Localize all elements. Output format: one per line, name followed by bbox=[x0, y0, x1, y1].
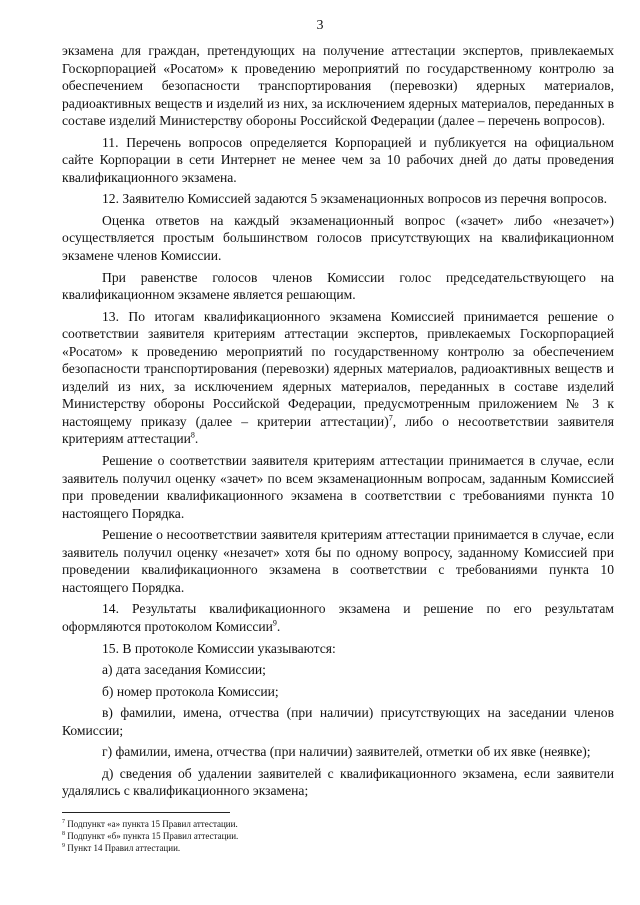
document-body bbox=[62, 42, 614, 804]
footnote-text-9: Пункт 14 Правил аттестации. bbox=[65, 843, 181, 853]
footnote-8 bbox=[62, 830, 614, 842]
paragraph-item-14 bbox=[62, 600, 614, 635]
paragraph-item-14-text-2: . bbox=[276, 618, 281, 634]
footnote-text-8: Подпункт «б» пункта 15 Правил аттестации. bbox=[65, 831, 239, 841]
footnote-mark-7: 7 bbox=[62, 819, 65, 825]
footnote-9 bbox=[62, 842, 614, 854]
paragraph-answer-evaluation: Оценка ответов на каждый экзаменационный вопрос («зачет» либо «незачет») осуществляется простым большинством голосов присутствующих на квалификационном экзамене членов Комиссии. bbox=[62, 212, 614, 264]
paragraph-item-13-text-3: . bbox=[194, 431, 199, 447]
paragraph-item-13 bbox=[62, 308, 614, 448]
paragraph-item-13-text-2: , либо о несоответствии заявителя критериям аттестации bbox=[62, 413, 614, 447]
paragraph-item-14-text: 14. Результаты квалификационного экзамена и решение по его результатам оформляются протоколом Комиссии bbox=[62, 601, 614, 634]
footnote-divider bbox=[62, 812, 230, 813]
footnote-mark-8: 8 bbox=[62, 831, 65, 837]
list-item-v: в) фамилии, имена, отчества (при наличии) присутствующих на заседании членов Комиссии; bbox=[62, 705, 614, 738]
paragraph-item-15: 15. В протоколе Комиссии указываются: bbox=[102, 640, 336, 656]
paragraph-tie-vote: При равенстве голосов членов Комиссии голос председательствующего на квалификационном экзамене является решающим. bbox=[62, 269, 614, 303]
list-item-b: б) номер протокола Комиссии; bbox=[102, 683, 279, 699]
footnote-text-7: Подпункт «а» пункта 15 Правил аттестации. bbox=[65, 819, 238, 829]
list-item-a: а) дата заседания Комиссии; bbox=[102, 662, 266, 678]
paragraph-negative-decision: Решение о несоответствии заявителя критериям аттестации принимается в случае, если заявитель получил оценку «незачет» хотя бы по одному вопросу, заданному Комиссией при проведении квалификационного экзамена в соответствии с требованиями пункта 10 настоящего Порядка. bbox=[62, 527, 614, 595]
list-item-d: д) сведения об удалении заявителей с квалификационного экзамена, если заявители удалялись с квалификационного экзамена; bbox=[62, 765, 614, 799]
paragraph-continuation: экзамена для граждан, претендующих на получение аттестации экспертов, привлекаемых Госкорпорацией «Росатом» к проведению мероприятий по государственному контролю за обеспечением безопасности транспортирования (перевозки) ядерных материалов, радиоактивных веществ и изделий из них, за исключением ядерных материалов, переданных в составе изделий Министерству обороны Российской Федерации (далее – перечень вопросов). bbox=[62, 43, 614, 129]
paragraph-positive-decision: Решение о соответствии заявителя критериям аттестации принимается в случае, если заявитель получил оценку «зачет» по всем экзаменационным вопросам, заданным Комиссией при проведении квалификационного экзамена в соответствии с требованиями пункта 10 настоящего Порядка. bbox=[62, 453, 614, 521]
footnote-ref-7: 7 bbox=[388, 413, 393, 423]
footnote-mark-9: 9 bbox=[62, 843, 65, 849]
footnote-7 bbox=[62, 818, 614, 830]
footnotes bbox=[62, 818, 614, 854]
paragraph-item-11: 11. Перечень вопросов определяется Корпорацией и публикуется на официальном сайте Корпорации в сети Интернет не менее чем за 10 рабочих дней до даты проведения квалификационного экзамена. bbox=[62, 134, 614, 185]
page-number: 3 bbox=[316, 18, 324, 33]
paragraph-item-12: 12. Заявителю Комиссией задаются 5 экзаменационных вопросов из перечня вопросов. bbox=[102, 191, 608, 207]
list-item-g: г) фамилии, имена, отчества (при наличии) заявителей, отметки об их явке (неявке); bbox=[102, 744, 591, 760]
paragraph-item-13-text: 13. По итогам квалификационного экзамена Комиссией принимается решение о соответствии заявителя критериям аттестации экспертов, привлекаемых Госкорпорацией «Росатом» к проведению мероприятий по государственному контролю за обеспечением безопасности транспортирования (перевозки) ядерных материалов, радиоактивных веществ и изделий из них, за исключением ядерных материалов, переданных в составе изделий Министерству обороны Российской Федерации, предусмотренным приложением № 3 к настоящему приказу (далее – критерии аттестации) bbox=[62, 308, 614, 429]
footnote-ref-9: 9 bbox=[272, 618, 277, 628]
footnote-ref-8: 8 bbox=[190, 430, 195, 440]
